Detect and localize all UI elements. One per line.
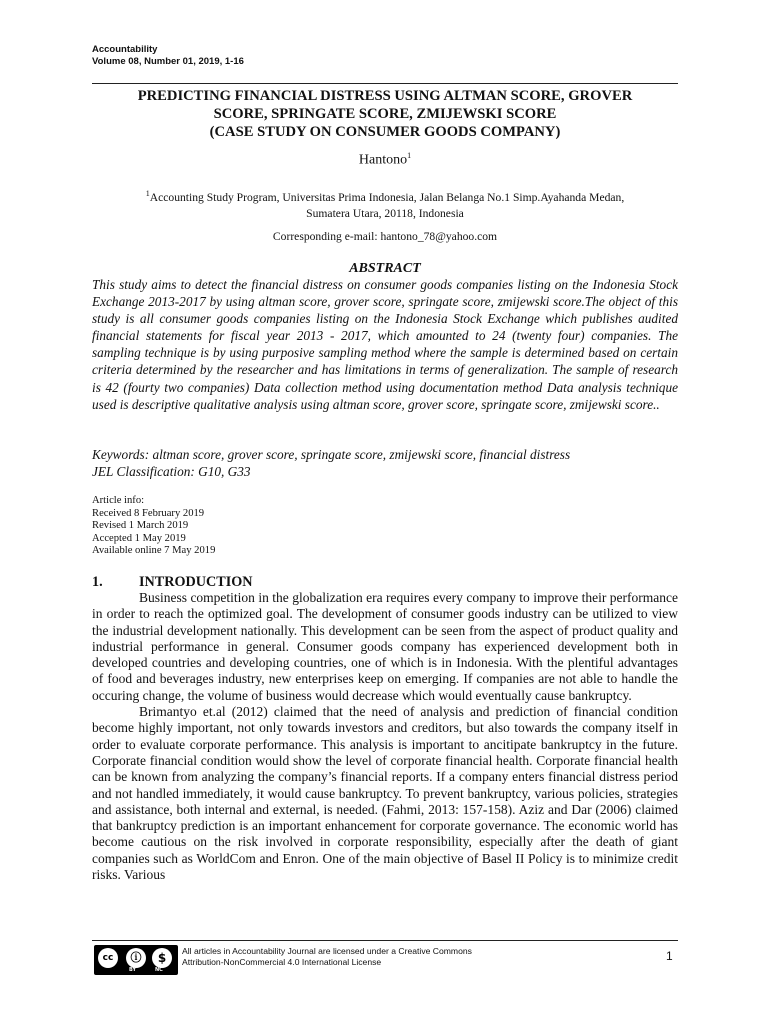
paragraph-2: Brimantyo et.al (2012) claimed that the need of analysis and prediction of financial condition become highly important, not only towards investors and creditors, but also towards the company itself in order to evaluate corporate performance. This analysis is important to ancitipate bankruptcy in the future. Corporate financial condition would show the level of corporate financial health. Corporate financial health can be known from analyzing the company’s financial reports. If a company enters financial distress period and not handled immediately, it would cause bankruptcy. To prevent bankruptcy, various policies, strategies and assistance, both internal and external, is needed. (Fahmi, 2013: 157-158). Aziz and Dar (2006) claimed that bankruptcy prediction is an important enhancement for corporate governance. The economic world has become cautious on the risk involved in corporate responsibility, especially after the death of giant companies such as WorldCom and Enron. One of the main objective of Basel II Policy is to minimize credit risks. Various xyxy=(92,704,678,883)
header-rule xyxy=(92,83,678,84)
title-line-1: PREDICTING FINANCIAL DISTRESS USING ALTMAN SCORE, GROVER xyxy=(137,88,633,104)
author-sup: 1 xyxy=(407,151,412,160)
affiliation-line-1: Accounting Study Program, Universitas Prima Indonesia, Jalan Belanga No.1 Simp.Ayahanda Medan, xyxy=(149,190,625,204)
author xyxy=(92,151,678,169)
cc-icon: cc xyxy=(98,948,118,968)
cc-license-badge[interactable] xyxy=(94,945,178,975)
received-date: Received 8 February 2019 xyxy=(92,507,205,519)
abstract-heading: ABSTRACT xyxy=(349,261,421,276)
accepted-date: Accepted 1 May 2019 xyxy=(92,532,186,544)
license-line-2: Attribution-NonCommercial 4.0 International License xyxy=(182,957,382,967)
section-number: 1. xyxy=(92,574,103,590)
affiliation-line-2: Sumatera Utara, 20118, Indonesia xyxy=(306,206,464,220)
paragraph-1: Business competition in the globalization era requires every company to improve their performance in order to reach the optimized goal. The development of consumer goods industry can be utilized to view the industrial development nationally. This development can be seen from the aspect of product quality and industrial performance in general. Consumer goods company has experienced development both in developed countries and developing countries, one of which is in Indonesia. With the plentiful advantages of food and beverages industry, new enterprises keep on emerging. If companies are not able to handle the occuring change, the volume of business would decrease which would eventually cause bankruptcy. xyxy=(92,590,678,703)
license-line-1: All articles in Accountability Journal are licensed under a Creative Commons xyxy=(182,946,472,956)
footer-rule xyxy=(92,940,678,941)
jel-classification: JEL Classification: G10, G33 xyxy=(92,464,251,479)
paper-title xyxy=(92,87,678,141)
affiliation xyxy=(92,186,678,222)
by-person-icon: ⓘ xyxy=(126,948,146,968)
title-line-2: SCORE, SPRINGATE SCORE, ZMIJEWSKI SCORE xyxy=(213,106,557,122)
introduction-body xyxy=(92,590,678,883)
journal-volume: Volume 08, Number 01, 2019, 1-16 xyxy=(92,55,244,67)
journal-name: Accountability xyxy=(92,44,158,55)
abstract-keywords-block xyxy=(92,446,678,480)
author-name: Hantono xyxy=(358,152,408,168)
title-line-3: (CASE STUDY ON CONSUMER GOODS COMPANY) xyxy=(209,124,561,140)
section-title: INTRODUCTION xyxy=(139,574,253,590)
license-text xyxy=(182,946,472,968)
abstract-text: This study aims to detect the financial distress on consumer goods companies listing on the Indonesia Stock Exchange 2013-2017 by using altman score, grover score, springate score, zmijewski score.The object of this study is all consumer goods companies listing on the Indonesia Stock Exchange which publishes audited financial statements for fiscal year 2013 - 2017, which amounted to 24 (twenty four) companies. The sampling technique is by using purposive sampling method where the sample is determined based on certain criteria determined by the researcher and has limitations in terms of generalization. The sample of research is 42 (fourty two companies) Data collection method using documentation method Data analysis technique used is descriptive qualitative analysis using altman score, grover score, springate score, zmijewski score.. xyxy=(92,277,678,412)
page-number: 1 xyxy=(666,949,673,963)
article-info-label: Article info: xyxy=(92,495,145,506)
section-heading xyxy=(92,574,253,591)
noncommercial-icon: $ xyxy=(152,948,172,968)
badge-by-label: BY xyxy=(129,967,137,973)
online-date: Available online 7 May 2019 xyxy=(92,545,216,557)
keywords: Keywords: altman score, grover score, springate score, zmijewski score, financial distress xyxy=(92,447,571,462)
corresponding-email[interactable]: Corresponding e-mail: hantono_78@yahoo.com xyxy=(272,230,498,243)
badge-nc-label: NC xyxy=(155,967,163,973)
revised-date: Revised 1 March 2019 xyxy=(92,520,189,532)
article-info xyxy=(92,495,215,558)
journal-header xyxy=(92,44,244,67)
affiliation-sup: 1 xyxy=(145,189,150,198)
